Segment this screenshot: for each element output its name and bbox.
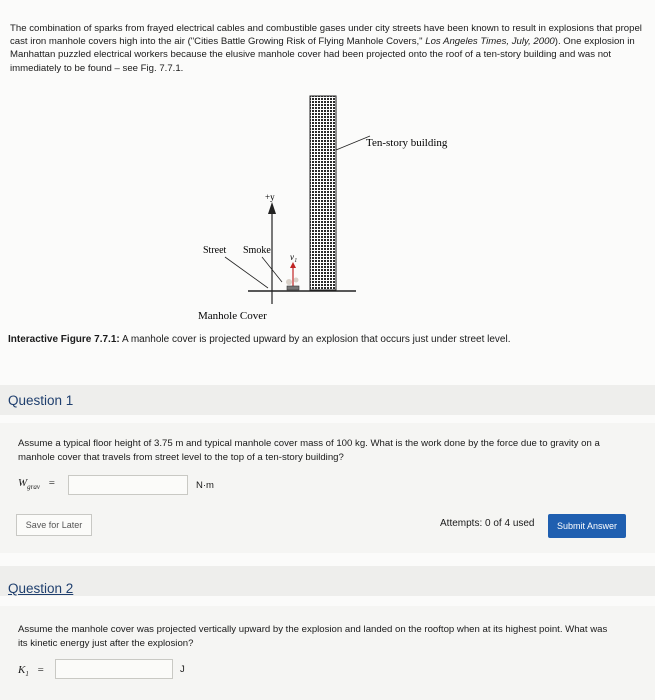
save-for-later-button[interactable]: Save for Later	[16, 514, 92, 536]
work-unit: N·m	[196, 480, 214, 491]
work-variable-sub: grav	[27, 483, 41, 492]
y-axis-label: +y	[265, 192, 275, 202]
work-variable-main: W	[18, 477, 28, 489]
question-2-body	[0, 606, 655, 700]
kinetic-energy-variable	[18, 664, 44, 678]
figure-caption	[8, 334, 511, 345]
building-leader-line	[336, 136, 370, 150]
equals-sign: =	[48, 477, 55, 489]
kinetic-energy-variable-sub: 1	[25, 670, 29, 679]
figure-caption-text: A manhole cover is projected upward by an explosion that occurs just under street level.	[119, 334, 511, 345]
manhole-cover	[287, 286, 299, 290]
question-2-text: Assume the manhole cover was projected vertically upward by the explosion and landed on the rooftop when at its highest point. What was its kinetic energy just after the explosion?	[18, 624, 608, 649]
smoke-puff	[294, 278, 299, 283]
velocity-label: v₁	[290, 252, 298, 262]
question-2-title[interactable]: Question 2	[8, 581, 74, 596]
building-label: Ten-story building	[366, 137, 448, 149]
velocity-arrowhead	[290, 262, 296, 268]
street-label: Street	[203, 245, 227, 256]
question-1-header	[0, 385, 655, 415]
intro-source: Los Angeles Times, July, 2000	[425, 36, 555, 48]
building	[310, 96, 336, 290]
problem-intro	[10, 22, 645, 75]
question-2-header	[0, 566, 655, 596]
attempts-counter: Attempts: 0 of 4 used	[440, 518, 535, 529]
question-1-title: Question 1	[8, 393, 74, 408]
intro-text-1: The combination of sparks from frayed electrical cables and combustible gases under city streets have been known to result in explosions that propel cast iron manhole covers high into the air ("Cities Battle Growing Risk of Flying Manhole Covers,"	[10, 23, 642, 48]
kinetic-energy-unit: J	[180, 664, 185, 675]
work-answer-input[interactable]	[68, 475, 188, 495]
street-leader-line	[225, 257, 268, 288]
cover-label: Manhole Cover	[198, 310, 267, 322]
y-axis-arrowhead	[268, 202, 276, 214]
figure	[0, 86, 655, 326]
manhole-diagram	[0, 86, 655, 326]
kinetic-energy-answer-input[interactable]	[55, 659, 173, 679]
submit-answer-button[interactable]: Submit Answer	[548, 514, 626, 538]
equals-sign: =	[37, 664, 44, 676]
smoke-puff	[286, 279, 292, 285]
work-variable	[18, 477, 55, 491]
question-1-text: Assume a typical floor height of 3.75 m and typical manhole cover mass of 100 kg. What is the work done by the force due to gravity on a manhole cover that travels from street level to the top of a ten-story building?	[18, 438, 600, 463]
kinetic-energy-variable-main: K	[18, 664, 26, 676]
smoke-label: Smoke	[243, 245, 271, 256]
intro-text-2: ). One explosion in Manhattan puzzled electrical workers because the elusive manhole cover had been projected onto the roof of a ten-story building and was not immediately to be found – see Fig. 7.7.1.	[10, 36, 635, 74]
figure-caption-prefix: Interactive Figure 7.7.1:	[8, 334, 120, 345]
